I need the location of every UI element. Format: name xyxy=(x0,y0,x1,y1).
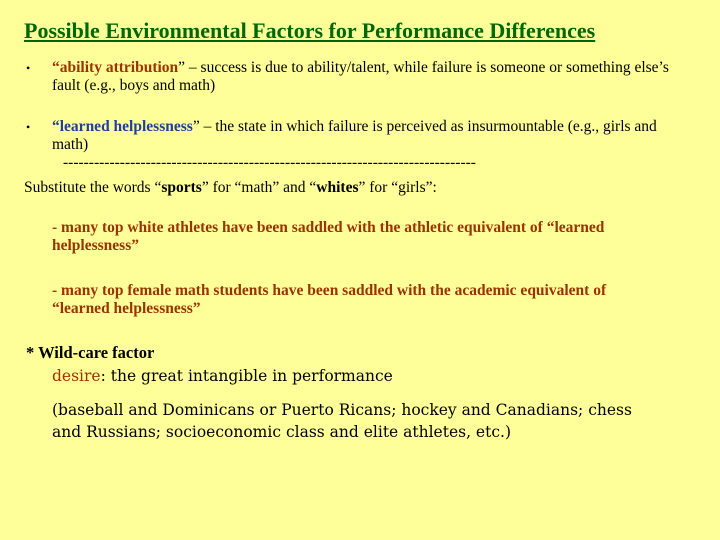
slide-title: Possible Environmental Factors for Performance Differences xyxy=(24,18,596,43)
substitute-line xyxy=(24,179,437,197)
bullet-marker: • xyxy=(26,61,31,75)
bullet-text xyxy=(52,59,692,95)
wild-card-heading: * Wild-care factor xyxy=(26,343,155,362)
substitute-word-sports: sports xyxy=(161,179,202,196)
desire-definition: : the great intangible in performance xyxy=(100,367,393,385)
bullet-marker: • xyxy=(26,120,31,134)
substitute-mid: ” for “math” and “ xyxy=(201,179,317,196)
examples-text: (baseball and Dominicans or Puerto Ricans; hockey and Canadians; chess and Russians; socioeconomic class and elite athletes, etc.) xyxy=(52,401,632,441)
term-learned-helplessness: “learned helplessness xyxy=(52,118,193,135)
bullet-definition: ” – the state in which failure is perceived as insurmountable (e.g., girls and math) xyxy=(52,118,657,153)
substitute-post: ” for “girls”: xyxy=(358,179,437,196)
divider: -------------------------------------------------------------------------------- xyxy=(63,154,476,171)
sub-item-athletes: - many top white athletes have been saddled with the athletic equivalent of “learned helplessness” xyxy=(52,219,605,254)
desire-line xyxy=(52,367,393,385)
substitute-word-whites: whites xyxy=(316,179,359,196)
sub-item-math-students: - many top female math students have been saddled with the academic equivalent of “learned helplessness” xyxy=(52,282,607,317)
term-ability-attribution: “ability attribution xyxy=(52,59,179,76)
desire-word: desire xyxy=(52,367,101,385)
bullet-text xyxy=(52,118,692,154)
bullet-definition: ” – success is due to ability/talent, while failure is someone or something else’s fault (e.g., boys and math) xyxy=(52,59,669,94)
substitute-pre: Substitute the words “ xyxy=(24,179,162,196)
